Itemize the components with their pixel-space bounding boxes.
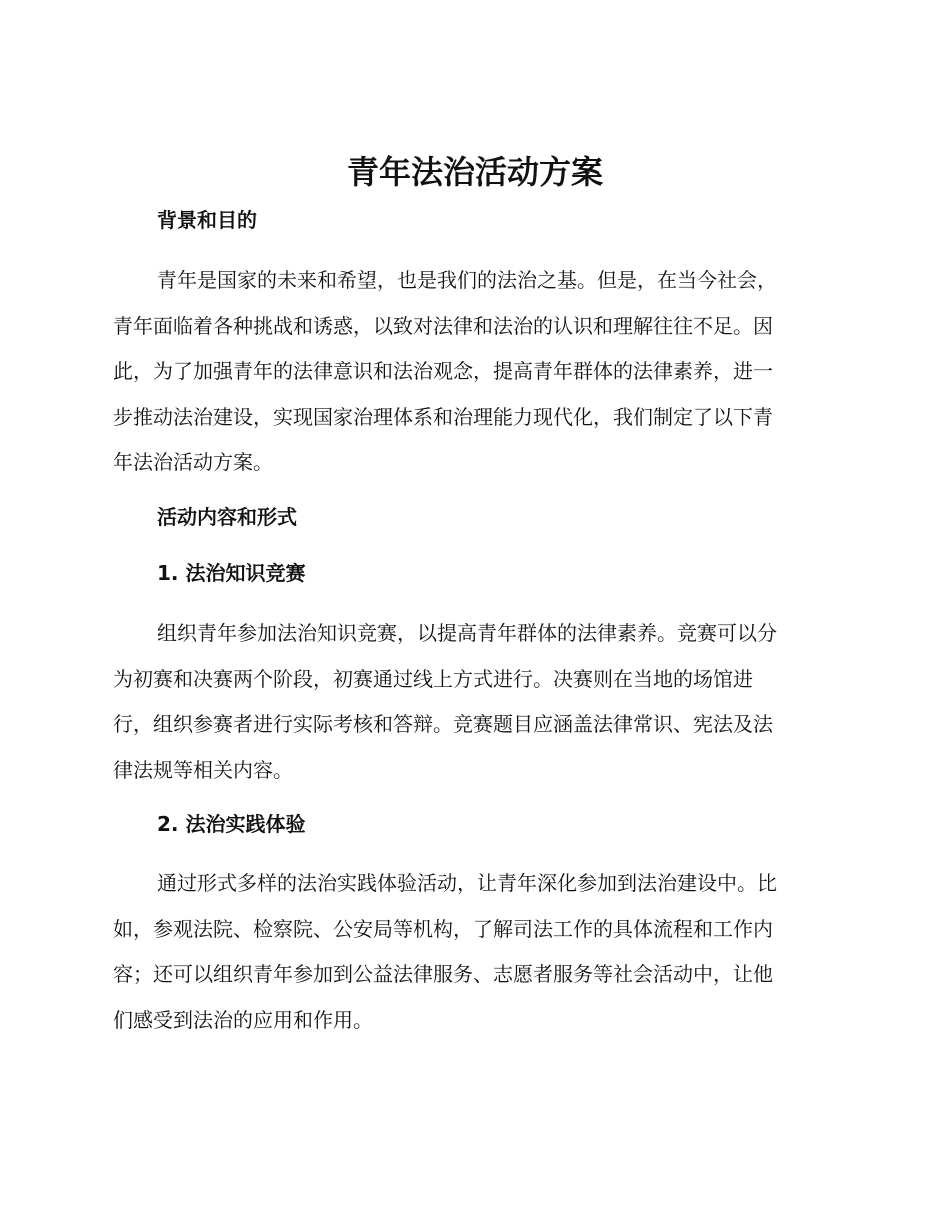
paragraph-line: 通过形式多样的法治实践体验活动，让青年深化参加到法治建设中。比 [157, 871, 777, 895]
subsection-heading-practice-experience: 2. 法治实践体验 [157, 812, 306, 836]
paragraph-line: 步推动法治建设，实现国家治理体系和治理能力现代化，我们制定了以下青 [113, 404, 773, 429]
paragraph-line: 律法规等相关内容。 [113, 757, 293, 782]
paragraph-line: 容；还可以组织青年参加到公益法律服务、志愿者服务等社会活动中，让他 [113, 962, 773, 986]
paragraph-practice-experience [113, 864, 828, 1046]
paragraph-knowledge-contest [113, 614, 828, 796]
paragraph-line: 行，组织参赛者进行实际考核和答辩。竞赛题目应涵盖法律常识、宪法及法 [113, 712, 773, 736]
paragraph-line: 组织青年参加法治知识竞赛，以提高青年群体的法律素养。竞赛可以分 [157, 621, 777, 645]
paragraph-line: 此，为了加强青年的法律意识和法治观念，提高青年群体的法律素养，进一 [113, 359, 773, 383]
paragraph-line: 青年面临着各种挑战和诱惑，以致对法律和法治的认识和理解往往不足。因 [113, 313, 773, 338]
paragraph-line: 们感受到法治的应用和作用。 [113, 1007, 373, 1032]
section-heading-background: 背景和目的 [157, 208, 257, 232]
paragraph-background [113, 261, 828, 489]
section-heading-activities: 活动内容和形式 [157, 505, 297, 529]
paragraph-line: 如，参观法院、检察院、公安局等机构，了解司法工作的具体流程和工作内 [113, 916, 773, 941]
paragraph-line: 为初赛和决赛两个阶段，初赛通过线上方式进行。决赛则在当地的场馆进 [113, 666, 753, 691]
subsection-heading-knowledge-contest: 1. 法治知识竞赛 [157, 561, 306, 585]
paragraph-line: 青年是国家的未来和希望，也是我们的法治之基。但是，在当今社会， [157, 268, 777, 292]
document-title: 青年法治活动方案 [346, 153, 603, 191]
paragraph-line: 年法治活动方案。 [113, 450, 273, 474]
